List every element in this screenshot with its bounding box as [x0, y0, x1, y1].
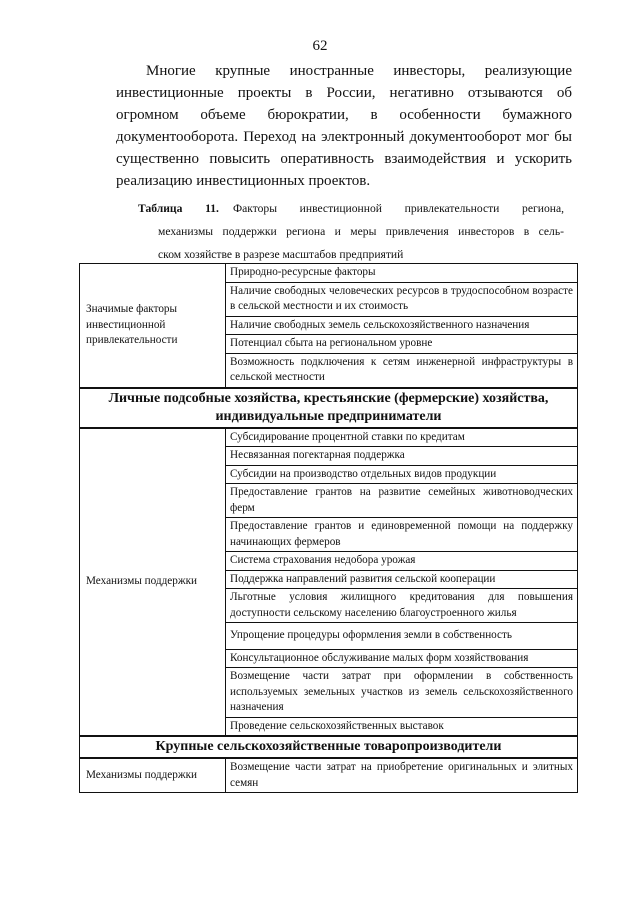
- mechanism-cell: Упрощение процедуры оформления земли в собственность: [226, 623, 578, 650]
- mechanism-cell: Возмещение части затрат при оформлении в собственность используемых земельных участков из земель сельскохозяйственного назначения: [226, 668, 578, 718]
- intro-paragraph: Многие крупные иностранные инвесторы, реализующие инвестиционные проекты в России, негативно отзываются об огромном объеме бюрократии, в особенности бумажного документооборота. Переход на электронный документооборот мог бы существенно повысить оперативность взаимодействия и ускорить реализацию инвестиционных проектов.: [116, 63, 572, 189]
- table-row: [80, 758, 578, 793]
- factor-cell: Природно-ресурсные факторы: [226, 264, 578, 283]
- section-title-large-producers: Крупные сельскохозяйственные товаропроизводители: [80, 736, 578, 758]
- mechanism-cell: Возмещение части затрат на приобретение оригинальных и элитных семян: [226, 758, 578, 793]
- factor-cell: Потенциал сбыта на региональном уровне: [226, 335, 578, 354]
- mechanism-cell: Несвязанная погектарная поддержка: [226, 447, 578, 466]
- section-title-small-farms: Личные подсобные хозяйства, крестьянские (фермерские) хозяйства, индивидуальные предприниматели: [80, 388, 578, 428]
- factor-cell: Наличие свободных человеческих ресурсов в трудоспособном возрасте в сельской местности и их стоимость: [226, 282, 578, 316]
- section-row: [80, 736, 578, 758]
- mechanisms-label-cell: Механизмы поддержки: [80, 428, 226, 737]
- caption-line-1: [138, 197, 564, 220]
- mechanism-cell: Предоставление грантов и единовременной помощи на поддержку начинающих фермеров: [226, 518, 578, 552]
- table-row: [80, 264, 578, 283]
- factor-cell: Наличие свободных земель сельскохозяйственного назначения: [226, 316, 578, 335]
- mechanism-cell: Система страхования недобора урожая: [226, 552, 578, 571]
- caption-text-1: Факторы инвестиционной привлекательности региона,: [232, 202, 564, 215]
- page-number: 62: [312, 38, 328, 54]
- mechanism-cell: Льготные условия жилищного кредитования для повышения доступности сельскому населению благоустроенного жилья: [226, 589, 578, 623]
- factors-label-cell: Значимые факторы инвестиционной привлекательности: [80, 264, 226, 388]
- mechanism-cell: Поддержка направлений развития сельской кооперации: [226, 570, 578, 589]
- mechanism-cell: Субсидии на производство отдельных видов продукции: [226, 465, 578, 484]
- mechanism-cell: Предоставление грантов на развитие семейных животноводческих ферм: [226, 484, 578, 518]
- caption-line-3: ском хозяйстве в разрезе масштабов предприятий: [158, 248, 404, 261]
- mechanism-cell: Проведение сельскохозяйственных выставок: [226, 717, 578, 736]
- mechanism-cell: Субсидирование процентной ставки по кредитам: [226, 428, 578, 447]
- mechanisms-label-cell: Механизмы поддержки: [80, 758, 226, 793]
- caption-line-2: механизмы поддержки региона и меры привлечения инвесторов в сель-: [158, 225, 564, 238]
- factors-table: [79, 263, 578, 793]
- table-caption: [138, 197, 564, 266]
- section-row: [80, 388, 578, 428]
- factor-cell: Возможность подключения к сетям инженерной инфраструктуры в сельской местности: [226, 353, 578, 388]
- table-row: [80, 428, 578, 447]
- mechanism-cell: Консультационное обслуживание малых форм хозяйствования: [226, 649, 578, 668]
- caption-label: Таблица 11.: [138, 202, 219, 215]
